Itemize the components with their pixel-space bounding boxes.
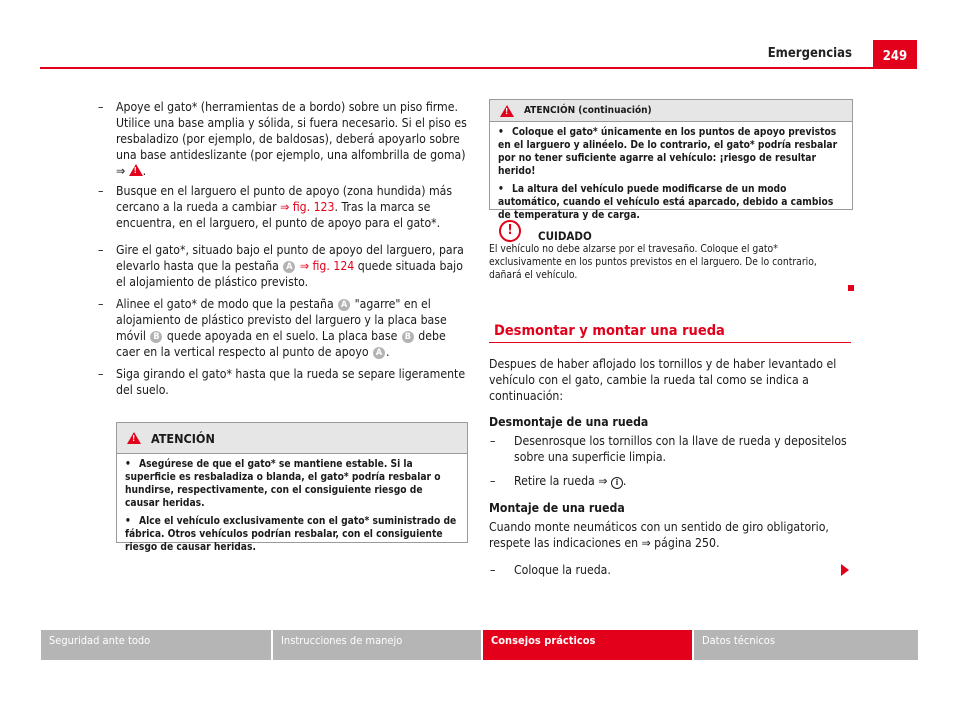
caution-icon: ! [499, 220, 521, 242]
subheading-mount: Montaje de una rueda [489, 501, 625, 515]
warning-bullet-text: Alce el vehículo exclusivamente con el gato* suministrado de fábrica. Otros vehículos podrían resbalar, con el consiguiente riesgo de causar heridas. [125, 516, 457, 553]
step-text-part: "agarre" en el alojamiento de plástico previsto del larguero y la placa base móvil [116, 297, 447, 343]
step-text-part: Gire el gato*, situado bajo el punto de apoyo del larguero, para elevarlo hasta que la pestaña [116, 243, 464, 273]
warning-continued-title: ATENCIÓN (continuación) [524, 105, 652, 116]
step-text: Desenrosque los tornillos con la llave de rueda y depositelos sobre una superficie limpia. [514, 434, 847, 464]
step-dash: – [98, 367, 104, 381]
step-dash: – [98, 184, 104, 198]
footer-tab-safety[interactable]: Seguridad ante todo [41, 630, 271, 660]
continue-arrow-icon [841, 564, 849, 576]
fig-124-link[interactable]: ⇒ fig. 124 [299, 259, 355, 273]
label-a-badge: A [283, 261, 295, 273]
header-rule [40, 67, 917, 69]
label-a-badge: A [338, 299, 350, 311]
warning-triangle-icon [500, 105, 514, 117]
warning-bullet-text: La altura del vehículo puede modificarse de un modo automático, cuando el vehículo está aparcado, debido a cambios de temperatura y de carga. [498, 184, 834, 221]
label-a-badge: A [373, 347, 385, 359]
warning-box-body [117, 454, 467, 563]
warning-bullet [498, 126, 844, 178]
caution-title: CUIDADO [538, 229, 592, 243]
step-text-part: Retire la rueda ⇒ [514, 474, 611, 488]
step-item [490, 473, 852, 489]
step-item [490, 562, 814, 578]
chapter-title: Emergencias [767, 46, 852, 61]
footer-tab-practical-tips[interactable]: Consejos prácticos [483, 630, 692, 660]
step-text-part: . Tras la marca se encuentra, en el larguero, el punto de apoyo para el gato*. [116, 200, 441, 230]
label-b-badge: B [150, 331, 162, 343]
caution-text: El vehículo no debe alzarse por el travesaño. Coloque el gato* exclusivamente en los puntos previstos en el larguero. De lo contrario, dañará el vehículo. [489, 243, 817, 281]
step-text [116, 99, 468, 179]
step-item [98, 296, 468, 360]
step-text [116, 242, 468, 290]
step-text [116, 296, 468, 360]
subheading-dismount: Desmontaje de una rueda [489, 415, 649, 429]
step-dash: – [98, 243, 104, 257]
footer-tab-technical-data[interactable]: Datos técnicos [694, 630, 918, 660]
step-text-part: . [142, 164, 147, 178]
bullet-dot: • [498, 127, 504, 138]
step-text: Coloque la rueda. [514, 563, 611, 577]
step-dash: – [98, 100, 104, 114]
warning-bullet-text: Coloque el gato* únicamente en los puntos de apoyo previstos en el larguero y alinéelo. De lo contrario, el gato* podría resbalar por no tener suficiente agarre al vehículo: ¡riesgo de resultar herido! [498, 127, 838, 177]
warning-bullet [125, 458, 459, 510]
bullet-dot: • [498, 184, 504, 195]
warning-triangle-icon [127, 432, 141, 444]
step-dash: – [490, 563, 496, 577]
warning-box-header [117, 423, 467, 454]
step-dash: – [490, 474, 496, 488]
step-dash: – [490, 434, 496, 448]
step-dash: – [98, 297, 104, 311]
fig-123-link[interactable]: ⇒ fig. 123 [280, 200, 335, 214]
step-text-part: quede situada bajo el alojamiento de plástico previsto. [116, 259, 463, 289]
step-item [98, 99, 468, 179]
label-b-badge: B [402, 331, 414, 343]
warning-continued-header [490, 100, 852, 122]
step-item [98, 183, 468, 231]
warning-bullet [125, 515, 459, 554]
page-number: 249 [873, 40, 917, 67]
warning-continued-box [489, 99, 853, 221]
step-text-part: Alinee el gato* de modo que la pestaña [116, 297, 338, 311]
mount-text: Cuando monte neumáticos con un sentido de giro obligatorio, respete las indicaciones en ⇒ página 250. [489, 520, 829, 550]
bullet-dot: • [125, 516, 131, 527]
warning-box-title: ATENCIÓN [151, 430, 215, 446]
step-item [98, 242, 468, 290]
step-text [116, 183, 468, 231]
note-circle-icon: i [611, 477, 623, 489]
warning-triangle-icon [129, 164, 143, 176]
step-text-part: quede apoyada en el suelo. La placa base [163, 329, 401, 343]
warning-bullet-text: Asegúrese de que el gato* se mantiene estable. Si la superficie es resbaladiza o blanda, el gato* podría resbalar o hundirse, respectivamente, con el consiguiente riesgo de causar heridas. [125, 459, 441, 509]
end-marker-icon [848, 285, 854, 291]
warning-bullet [498, 183, 844, 222]
step-text-part: debe caer en la vertical respecto al punto de apoyo [116, 329, 446, 359]
step-text-part: Busque en el larguero el punto de apoyo (zona hundida) más cercano a la rueda a cambiar [116, 184, 453, 214]
warning-box [116, 422, 468, 553]
step-text-part: . [622, 474, 627, 488]
step-text-part: . [386, 345, 390, 359]
section-title: Desmontar y montar una rueda [494, 323, 725, 339]
section-rule [489, 342, 851, 343]
bullet-dot: • [125, 459, 131, 470]
step-text-part: Apoye el gato* (herramientas de a bordo) sobre un piso firme. Utilice una base amplia y sólida, si fuera necesario. Si el piso es resbaladizo (por ejemplo, de baldosas), deberá apoyarlo sobre una base antideslizante (por ejemplo, una alfombrilla de goma) ⇒ [116, 100, 467, 178]
section-intro: Despues de haber aflojado los tornillos y de haber levantado el vehículo con el gato, cambie la rueda tal como se indica a continuación: [489, 357, 837, 403]
step-item [490, 433, 852, 465]
step-text: Siga girando el gato* hasta que la rueda se separe ligeramente del suelo. [116, 367, 466, 397]
step-item [98, 366, 468, 398]
footer-tab-operating[interactable]: Instrucciones de manejo [273, 630, 481, 660]
warning-continued-body [490, 122, 852, 231]
step-text [514, 473, 852, 489]
